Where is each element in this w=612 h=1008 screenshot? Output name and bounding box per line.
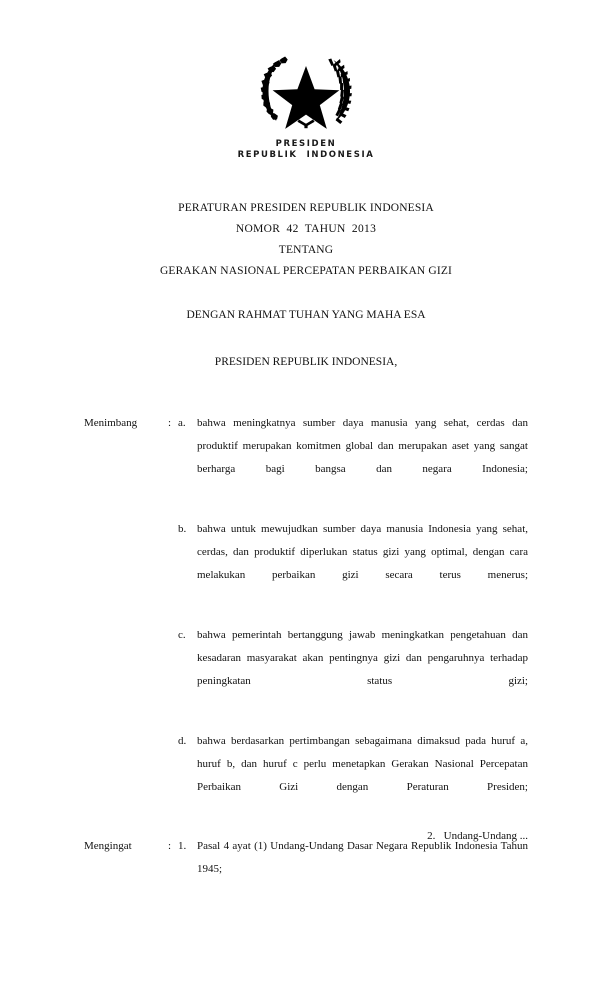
- menimbang-item-b: [84, 518, 528, 610]
- title-tentang-label: TENTANG: [278, 244, 334, 256]
- menimbang-colon: :: [168, 417, 172, 429]
- menimbang-text-d: bahwa berdasarkan pertimbangan sebagaimana dimaksud pada huruf a, huruf b, dan huruf c perlu menetapkan Gerakan Nasional Percepatan Perbaikan Gizi dengan Peraturan Presiden;: [197, 735, 528, 793]
- menimbang-marker-d: d.: [178, 735, 187, 747]
- menimbang-text-b: bahwa untuk mewujudkan sumber daya manusia Indonesia yang sehat, cerdas, dan produktif diperlukan status gizi yang optimal, dengan cara melakukan perbaikan gizi secara terus menerus;: [197, 523, 528, 581]
- menimbang-marker-b: b.: [178, 523, 187, 535]
- page-continuation-marker: 2. Undang-Undang ...: [427, 830, 528, 842]
- menimbang-item-a: [84, 412, 528, 504]
- emblem-caption-line2: REPUBLIK INDONESIA: [237, 150, 375, 160]
- menimbang-label: Menimbang: [84, 417, 138, 429]
- title-number-year: NOMOR 42 TAHUN 2013: [235, 223, 377, 235]
- mengingat-colon: :: [168, 840, 172, 852]
- menimbang-item-c: [84, 624, 528, 716]
- emblem-caption: [0, 139, 612, 161]
- title-regulation-type: PERATURAN PRESIDEN REPUBLIK INDONESIA: [178, 202, 434, 214]
- menimbang-marker-a: a.: [178, 417, 186, 429]
- invocation-blessing: DENGAN RAHMAT TUHAN YANG MAHA ESA: [186, 309, 426, 321]
- invocation-block: [0, 305, 612, 373]
- indonesia-presidential-seal-icon: [251, 46, 361, 134]
- mengingat-text-1: Pasal 4 ayat (1) Undang-Undang Dasar Negara Republik Indonesia Tahun 1945;: [197, 840, 528, 875]
- invocation-signatory: PRESIDEN REPUBLIK INDONESIA,: [214, 356, 398, 368]
- emblem-caption-line1: PRESIDEN: [275, 139, 337, 149]
- mengingat-marker-1: 1.: [178, 840, 187, 852]
- presidential-emblem-block: [0, 46, 612, 161]
- menimbang-text-c: bahwa pemerintah bertanggung jawab meningkatkan pengetahuan dan kesadaran masyarakat akan pentingnya gizi dan pengaruhnya terhadap peningkatan status gizi;: [197, 629, 528, 687]
- menimbang-item-d: [84, 730, 528, 822]
- title-subject: GERAKAN NASIONAL PERCEPATAN PERBAIKAN GIZI: [159, 265, 453, 277]
- mengingat-label: Mengingat: [84, 840, 132, 852]
- document-title-block: [0, 198, 612, 282]
- menimbang-text-a: bahwa meningkatnya sumber daya manusia yang sehat, cerdas dan produktif merupakan komitmen global dan merupakan aset yang sangat berharga bagi bangsa dan negara Indonesia;: [197, 417, 528, 475]
- menimbang-marker-c: c.: [178, 629, 186, 641]
- menimbang-group: [84, 412, 528, 822]
